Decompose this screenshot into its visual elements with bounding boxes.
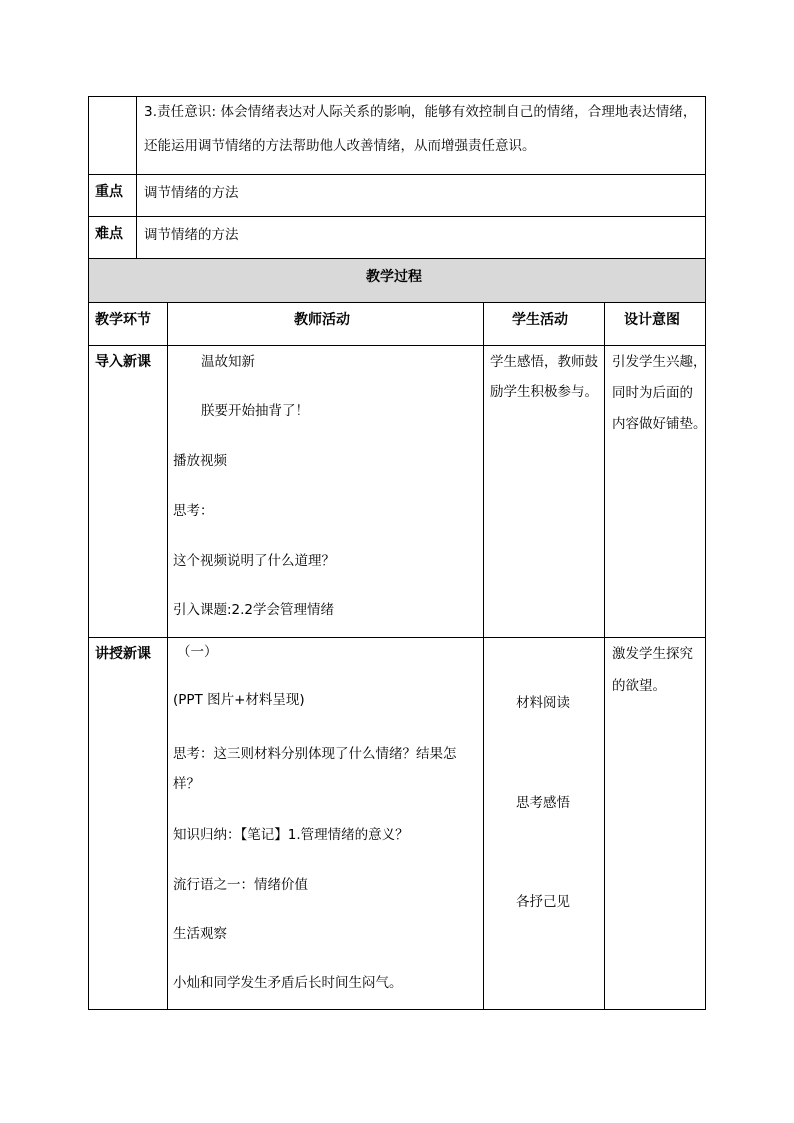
teacher-activity-line: 引入课题:2.2学会管理情绪 bbox=[173, 602, 335, 618]
column-header-student: 学生活动 bbox=[512, 312, 568, 328]
difficult-point-value: 调节情绪的方法 bbox=[144, 227, 239, 243]
teacher-activity-line: (PPT 图片+材料呈现) bbox=[173, 692, 305, 708]
table-border bbox=[88, 1009, 706, 1010]
column-header-teacher: 教师活动 bbox=[294, 312, 350, 328]
student-activity-line: 励学生积极参与。 bbox=[490, 384, 598, 400]
teacher-activity-line: 思考：这三则材料分别体现了什么情绪？结果怎 bbox=[173, 746, 457, 762]
column-header-stage: 教学环节 bbox=[95, 312, 151, 328]
difficult-point-label: 难点 bbox=[95, 226, 123, 242]
teacher-activity-line: 知识归纳：【笔记】1.管理情绪的意义？ bbox=[173, 827, 409, 843]
teacher-activity-line: 朕要开始抽背了！ bbox=[201, 403, 309, 419]
goal-text-line1: 3.责任意识: 体会情绪表达对人际关系的影响，能够有效控制自己的情绪，合理地表达情绪， bbox=[144, 104, 697, 120]
process-title: 教学过程 bbox=[366, 269, 422, 285]
table-border bbox=[483, 302, 484, 1010]
teacher-activity-line: 流行语之一：情绪价值 bbox=[173, 877, 308, 893]
student-activity-line: 学生感悟，教师鼓 bbox=[490, 354, 598, 370]
student-activity-line: 各抒己见 bbox=[516, 894, 570, 910]
teacher-activity-line: 温故知新 bbox=[201, 354, 255, 370]
table-border bbox=[88, 345, 706, 346]
stage-lecture: 讲授新课 bbox=[95, 646, 151, 662]
table-border bbox=[88, 258, 706, 259]
design-intent-line: 引发学生兴趣， bbox=[612, 354, 707, 370]
teacher-activity-line: 播放视频 bbox=[173, 453, 227, 469]
stage-intro: 导入新课 bbox=[95, 354, 151, 370]
teacher-activity-line: 样？ bbox=[173, 776, 200, 792]
table-border bbox=[88, 216, 706, 217]
teacher-activity-line: 小灿和同学发生矛盾后长时间生闷气。 bbox=[173, 975, 403, 991]
key-point-value: 调节情绪的方法 bbox=[144, 185, 239, 201]
student-activity-line: 材料阅读 bbox=[516, 695, 570, 711]
table-border bbox=[88, 96, 706, 97]
table-border bbox=[604, 302, 605, 1010]
design-intent-line: 内容做好铺垫。 bbox=[612, 416, 707, 432]
design-intent-line: 同时为后面的 bbox=[612, 385, 693, 401]
teacher-activity-line: 思考： bbox=[173, 503, 214, 519]
key-point-label: 重点 bbox=[95, 184, 123, 200]
design-intent-line: 的欲望。 bbox=[612, 678, 666, 694]
teacher-activity-line: 这个视频说明了什么道理？ bbox=[173, 553, 335, 569]
teacher-activity-line: 生活观察 bbox=[173, 926, 227, 942]
table-border bbox=[88, 96, 89, 1010]
goal-text-line2: 还能运用调节情绪的方法帮助他人改善情绪，从而增强责任意识。 bbox=[144, 138, 536, 154]
table-border bbox=[136, 96, 137, 258]
teacher-activity-line: （一） bbox=[177, 644, 218, 660]
table-border bbox=[705, 96, 706, 1010]
student-activity-line: 思考感悟 bbox=[516, 795, 570, 811]
table-border bbox=[88, 637, 706, 638]
table-border bbox=[167, 302, 168, 1010]
table-border bbox=[88, 174, 706, 175]
column-header-intent: 设计意图 bbox=[624, 312, 680, 328]
table-border bbox=[88, 302, 706, 303]
design-intent-line: 激发学生探究 bbox=[612, 646, 693, 662]
